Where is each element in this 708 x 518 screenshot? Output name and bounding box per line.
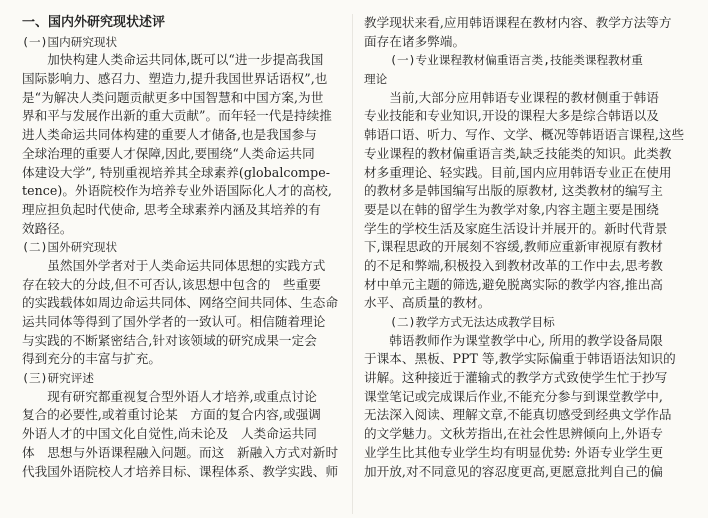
text-line: 下,课程思政的开展刻不容缓,教师应重新审视原有教材 [364, 239, 663, 255]
left-column [22, 14, 340, 518]
text-line: 课堂笔记或完成课后作业,不能充分参与到课堂教学中, [364, 388, 663, 404]
subsection-heading-line: 理论 [364, 72, 388, 87]
subsection-heading-teaching-methods: (二)教学方式无法达成教学目标 [390, 315, 555, 329]
text-line: 效路径。 [22, 220, 73, 236]
text-line: 教学现状来看,应用韩语课程在教材内容、教学方法等方 [364, 15, 672, 30]
text-line: 界和平与发展作出新的重大贡献”。而年轻一代是持续推 [22, 108, 332, 124]
subsection-heading-domestic: (一)国内研究现状 [22, 34, 118, 49]
text-line: 当前,大部分应用韩语专业课程的教材侧重于韩语 [364, 89, 659, 105]
text-line: 与实践的不断紧密结合,针对该领域的研究成果一定会 [22, 332, 317, 348]
paragraph-continued [364, 14, 690, 51]
text-line: 专业技能和专业知识,开设的课程大多是综合韩语以及 [364, 108, 659, 124]
text-line: 得到充分的丰富与扩充。 [22, 351, 162, 367]
text-line: 韩语口语、听力、写作、文学、概况等韩语语言课程,这些 [364, 127, 685, 143]
text-line: 的实践载体如周边命运共同体、网络空间共同体、生态命 [22, 295, 339, 311]
text-line: 材中单元主题的筛选,避免脱离实际的教学内容,推出高 [364, 276, 663, 292]
text-line: 无法深入阅读、理解文章,不能真切感受到经典文学作品 [364, 407, 672, 423]
text-line: 的不足和弊端,积极投入到教材改革的工作中去,思考教 [364, 257, 663, 273]
text-line: 讲解。这种接近于灌输式的教学方式致使学生忙于抄写 [364, 370, 668, 386]
subsection-heading-textbooks [364, 51, 690, 88]
paragraph-teaching-methods [364, 332, 690, 482]
subsection-heading-review: (三)研究评述 [22, 371, 94, 386]
right-column [364, 14, 690, 518]
text-line: 体建设大学”, 特别重视培养其全球素养(globalcompe- [22, 164, 331, 180]
text-line: 业学生比其他专业学生均有明显优势: 外语专业学生更 [364, 444, 664, 460]
text-line: 水平、高质量的教材。 [364, 295, 491, 311]
paragraph-textbooks [364, 89, 690, 313]
text-line: 韩语教师作为课堂教学中心, 所用的教学设备局限 [364, 332, 663, 348]
text-line: 理应担负起时代使命, 思考全球素养内涵及其培养的有 [22, 201, 321, 217]
paragraph-review [22, 388, 340, 481]
column-gutter [352, 14, 353, 514]
text-line: 体 思想与外语课程融入问题。而这 新融入方式对新时 [22, 444, 339, 460]
text-line: 存在较大的分歧,但不可否认,该思想中包含的 些重要 [22, 276, 321, 292]
text-line: 进人类命运共同体构建的重要人才储备,也是我国参与 [22, 127, 317, 143]
text-line: 复合的必要性,或着重讨论某 方面的复合内容,或强调 [22, 407, 321, 423]
text-line: 虽然国外学者对于人类命运共同体思想的实践方式 [22, 257, 326, 273]
subsection-heading-foreign: (二)国外研究现状 [22, 240, 118, 255]
text-line: 加快构建人类命运共同体,既可以“进一步提高我国 [22, 52, 324, 68]
text-line: 是“为解决人类问题贡献更多中国智慧和中国方案,为世 [22, 89, 324, 105]
text-line: 学生的学校生活及家庭生活设计并展开的。新时代背景 [364, 220, 668, 236]
text-line: 面存在诸多弊端。 [364, 33, 466, 49]
text-line: 加开放,对不同意见的容忍度更高,更愿意批判自己的偏 [364, 463, 663, 479]
paragraph-domestic [22, 51, 340, 238]
section-title: 一、国内外研究现状述评 [22, 15, 166, 30]
text-line: 材多重理论、轻实践。目前,国内应用韩语专业正在使用 [364, 164, 672, 180]
text-line: 于课本、黑板、PPT 等,教学实际偏重于韩语语法知识的 [364, 351, 676, 367]
text-line: 要是以在韩的留学生为教学对象,内容主题主要是围绕 [364, 201, 659, 217]
text-line: 专业课程的教材偏重语言类,缺乏技能类的知识。此类教 [364, 145, 672, 161]
text-line: 的文学魅力。文秋芳指出,在社会性思辨倾向上,外语专 [364, 426, 663, 442]
text-line: 运共同体等得到了国外学者的一致认可。相信随着理论 [22, 314, 326, 329]
text-line: tence)。外语院校作为培养专业外语国际化人才的高校, [22, 183, 332, 199]
text-line: 代我国外语院校人才培养目标、课程体系、教学实践、师 [22, 463, 339, 479]
paragraph-foreign [22, 257, 340, 369]
text-line: 现有研究都重视复合型外语人才培养,或重点讨论 [22, 388, 317, 404]
text-line: 全球治理的重要人才保障,因此,要围绕“人类命运共同 [22, 145, 315, 161]
text-line: 外语人才的中国文化自觉性,尚未论及 人类命运共同 [22, 426, 317, 442]
text-line: 国际影响力、感召力、塑造力,提升我国世界话语权”,也 [22, 71, 328, 87]
text-line: 的教材多是韩国编写出版的原教材, 这类教材的编写主 [364, 183, 663, 199]
subsection-heading-line: (一)专业课程教材偏重语言类,技能类课程教材重 [390, 53, 643, 68]
